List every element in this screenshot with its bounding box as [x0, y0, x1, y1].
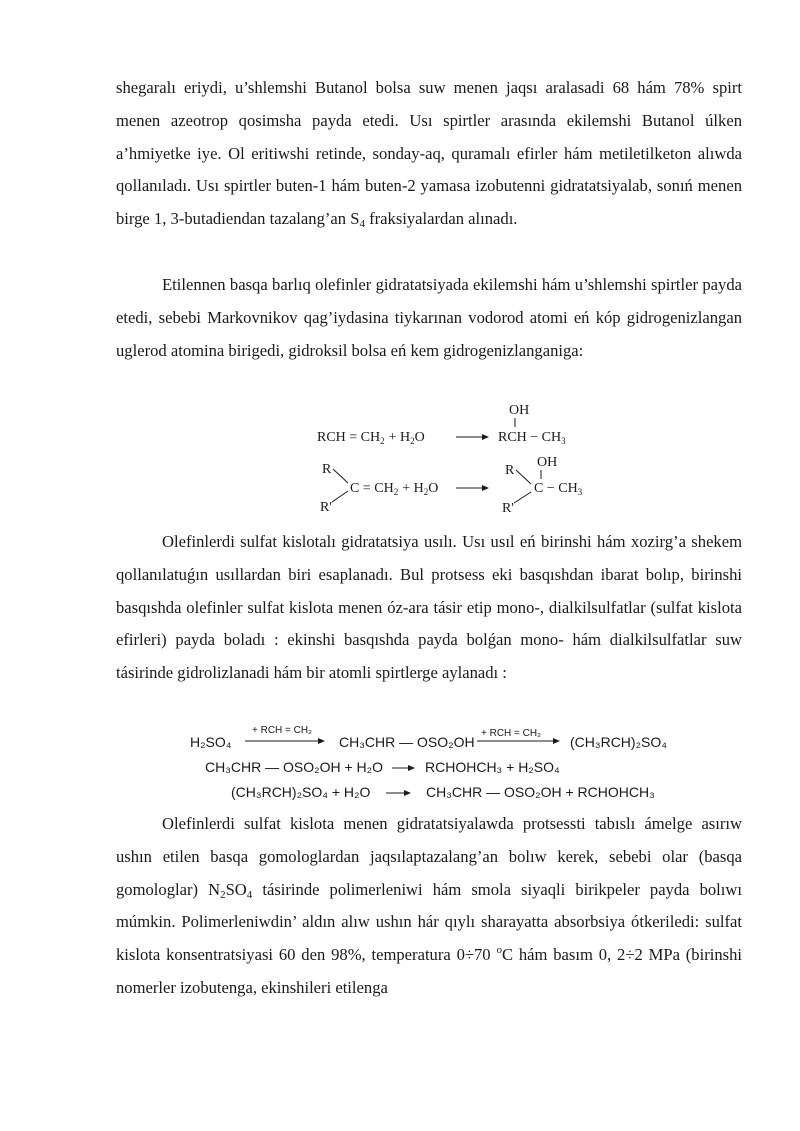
- arrow-head: [318, 738, 325, 744]
- reactant-text: RCH = $CH_2 + H_2O$: [317, 430, 425, 446]
- product-text: $C - CH_3$: [534, 481, 583, 497]
- arrow-label: + RCH = CH₂: [252, 725, 313, 736]
- radical-r-prime: R': [502, 501, 514, 516]
- paragraph-text: Olefinlerdi sulfat kislotalı gidratatsiya usılı. Usı usıl eń birinshi hám xozirg’a shekem qollanılatuǵın usıllardan biri esaplanadı. Bul protsess eki basqıshdan ibarat bolıp, birinshi basqıshda olefinler sulfat kislota menen óz-ara tásir etip mono-, dialkilsulfatlar (sulfat kislota efirleri) payda boladı : ekinshi basqıshda payda bolǵan mono- hám dialkilsulfatlar suw tásirinde gidrolizlanadi hám bir atomli spirtlerge aylanadı :: [116, 532, 742, 683]
- formula-monoalkylsulfate: CH₃CHR — OSO₂OH: [339, 734, 475, 750]
- hydrolysis-reactants: (CH₃RCH)₂SO₄ + H₂O: [231, 784, 371, 800]
- subscript: 4: [246, 888, 253, 901]
- hydrolysis-products: RCHOHCH₃ + H₂SO₄: [425, 759, 560, 775]
- paragraph-text: SO: [225, 879, 247, 899]
- radical-r-prime: R': [320, 500, 332, 515]
- hydrolysis-reactants: CH₃CHR — OSO₂OH + H₂O: [205, 759, 383, 775]
- paragraph-text: Etilennen basqa barlıq olefinler gidratatsiyada ekilemshi hám u’shlemshi spirtler payda etedi, sebebi Markovnikov qag’iydasina tiykarınan vodorod atomi eń kóp gidrogenizlangan uglerod atomina birigedi, gidroksil bolsa eń kem gidrogenizlanganiga:: [116, 275, 742, 360]
- arrow-head: [404, 790, 411, 796]
- subscript: 2: [220, 888, 226, 901]
- superscript: o: [496, 944, 502, 957]
- hydrolysis-products: CH₃CHR — OSO₂OH + RCHOHCH₃: [426, 784, 655, 800]
- paragraph-polymerization: [116, 808, 742, 1005]
- paragraph-text: C hám basım 0, 2÷2 MPa (birinshi nomerler izobutenga, ekinshileri etilenga: [116, 945, 743, 997]
- hydroxyl-label: OH: [537, 455, 558, 470]
- paragraph-text: tásirinde polimerleniwi hám smola siyaqli birikpeler payda bolıwı múmkin. Polimerleniwdin’ aldın alıw ushın hár qıylı sharayatta absorbsiya ótkeriledi: sulfat kislota konsentratsiyasi 60 den 98%, temperatura 0÷70: [116, 879, 742, 965]
- product-text: RCH − $CH_3$: [498, 430, 566, 446]
- radical-r: R: [505, 463, 515, 478]
- formula-h2so4: H₂SO₄: [190, 734, 232, 750]
- subscript: 4: [359, 218, 365, 231]
- reactant-text: $C = CH_2 + H_2O$: [350, 481, 439, 497]
- paragraph-text: shegaralı eriydi, u’shlemshi Butanol bolsa suw menen jaqsı aralasadi 68 hám 78% spirt menen azeotrop qosimsha payda etedi. Usı spirtler arasında ekilemshi Butanol úlken a’hmiyetke iye. Ol eritiwshi retinde, sonday-aq, quramalı efirler hám metiletilketon alıwda qollanıladı. Usı spirtler buten-1 hám buten-2 yamasa izobutenni gidratatsiyalab, sonıń menen birge 1, 3-butadiendan tazalang’an S: [116, 78, 742, 229]
- arrow-head: [553, 738, 560, 744]
- arrow-label: + RCH = CH₂: [481, 728, 542, 739]
- formula-dialkylsulfate: (CH₃RCH)₂SO₄: [570, 734, 667, 750]
- radical-r: R: [322, 462, 332, 477]
- paragraph-text: Olefinlerdi sulfat kislota menen gidratatsiyalawda protsessti tabıslı ámelge asırıw ushın etilen basqa gomologlardan jaqsılaptazalang’an bolıw kerek, sebebi olar (basqa gomologlar) N: [116, 814, 742, 899]
- hydroxyl-label: OH: [509, 403, 530, 418]
- paragraph-text-tail: fraksiyalardan alınadı.: [364, 209, 518, 229]
- arrow-head: [408, 765, 415, 771]
